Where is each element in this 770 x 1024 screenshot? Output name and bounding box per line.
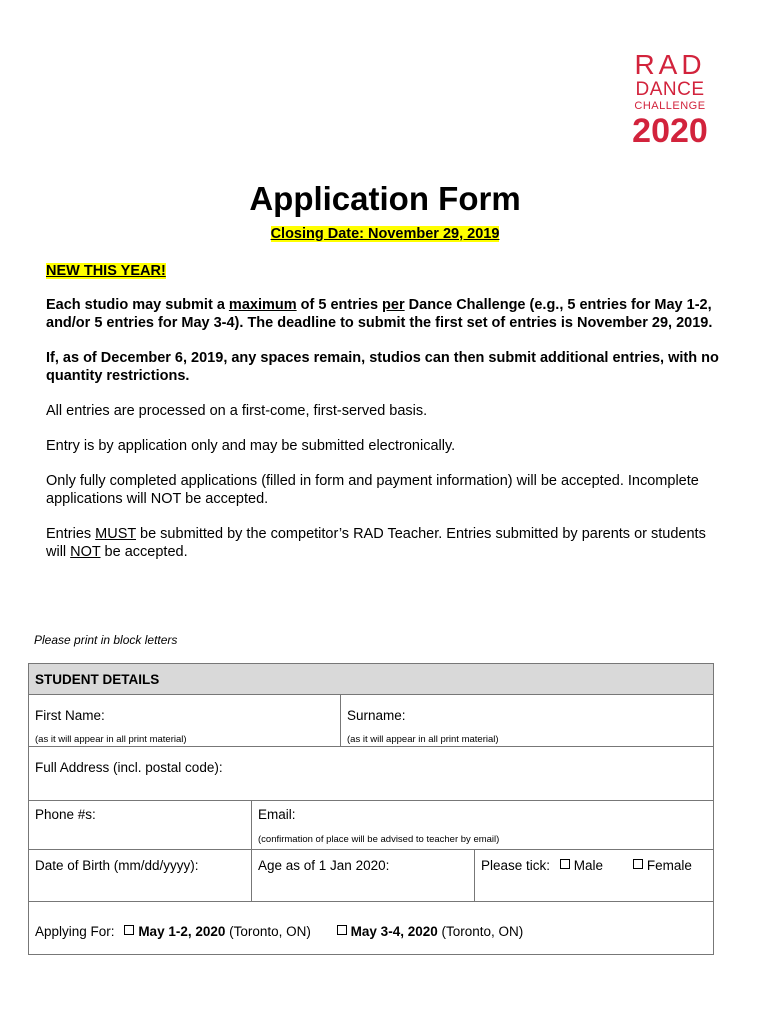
closing-date xyxy=(0,226,770,242)
surname-note: (as it will appear in all print material) xyxy=(347,734,499,745)
column-divider xyxy=(251,800,252,901)
email-note: (confirmation of place will be advised to teacher by email) xyxy=(258,834,500,845)
completed-applications-paragraph: Only fully completed applications (filled in form and payment information) will be accepted. Incomplete applications will NOT be accepted. xyxy=(46,473,699,507)
gender-selection xyxy=(481,858,692,873)
male-checkbox[interactable] xyxy=(560,859,570,869)
para1-text-a: Each studio may submit a xyxy=(46,297,229,313)
new-this-year xyxy=(46,262,726,280)
logo-rad: RAD xyxy=(634,49,706,80)
teacher-submission-paragraph xyxy=(46,525,726,561)
column-divider xyxy=(474,849,475,901)
para6-text-c: be submitted by the competitor’s RAD Teacher. Entries submitted by parents or students will xyxy=(46,526,706,560)
may-3-4-checkbox[interactable] xyxy=(337,925,347,935)
logo-challenge: CHALLENGE xyxy=(634,100,706,112)
phone-label: Phone #s: xyxy=(35,807,96,822)
para6-not: NOT xyxy=(70,544,101,560)
surname-label: Surname: xyxy=(347,708,406,723)
may-1-2-date: May 1-2, 2020 xyxy=(138,924,226,939)
new-this-year-text: NEW THIS YEAR! xyxy=(46,263,166,279)
para6-must: MUST xyxy=(95,526,136,542)
entries-limit-paragraph xyxy=(46,296,726,332)
address-label: Full Address (incl. postal code): xyxy=(35,760,223,775)
additional-entries-paragraph: If, as of December 6, 2019, any spaces remain, studios can then submit additional entries, with no quantity restrictions. xyxy=(46,350,719,384)
may-1-2-location: (Toronto, ON) xyxy=(225,924,311,939)
first-come-paragraph: All entries are processed on a first-come, first-served basis. xyxy=(46,403,428,419)
row-divider xyxy=(29,901,713,902)
female-checkbox[interactable] xyxy=(633,859,643,869)
instructions xyxy=(46,262,726,561)
row-divider xyxy=(29,746,713,747)
please-tick-label: Please tick: xyxy=(481,858,551,873)
first-name-note: (as it will appear in all print material) xyxy=(35,734,187,745)
para1-text-c: of 5 entries xyxy=(296,297,383,313)
column-divider xyxy=(340,695,341,746)
rad-logo xyxy=(630,50,710,149)
logo-dance: DANCE xyxy=(635,79,705,100)
student-details-form xyxy=(28,663,714,955)
age-label: Age as of 1 Jan 2020: xyxy=(258,858,390,873)
may-1-2-checkbox[interactable] xyxy=(124,925,134,935)
student-details-header: STUDENT DETAILS xyxy=(29,664,713,695)
closing-date-text: Closing Date: November 29, 2019 xyxy=(270,226,500,242)
para6-text-a: Entries xyxy=(46,526,96,542)
row-divider xyxy=(29,800,713,801)
row-divider xyxy=(29,849,713,850)
application-only-paragraph: Entry is by application only and may be submitted electronically. xyxy=(46,438,456,454)
male-label: Male xyxy=(573,858,604,873)
para1-text-e: Dance Challenge (e.g., 5 entries for May 1-2, and/or 5 entries for May 3-4). The deadline to submit the first set of entries is November 29, 2019. xyxy=(46,297,713,331)
applying-for-row xyxy=(35,924,523,939)
logo-year: 2020 xyxy=(632,112,708,150)
may-3-4-date: May 3-4, 2020 xyxy=(350,924,438,939)
page-title: Application Form xyxy=(249,180,521,217)
print-note: Please print in block letters xyxy=(34,633,178,647)
first-name-label: First Name: xyxy=(35,708,105,723)
para1-per: per xyxy=(382,297,405,313)
para1-maximum: maximum xyxy=(228,297,297,313)
may-3-4-location: (Toronto, ON) xyxy=(437,924,524,939)
female-label: Female xyxy=(646,858,692,873)
applying-for-label: Applying For: xyxy=(35,924,115,939)
email-label: Email: xyxy=(258,807,296,822)
dob-label: Date of Birth (mm/dd/yyyy): xyxy=(35,858,199,873)
para6-text-e: be accepted. xyxy=(100,544,188,560)
